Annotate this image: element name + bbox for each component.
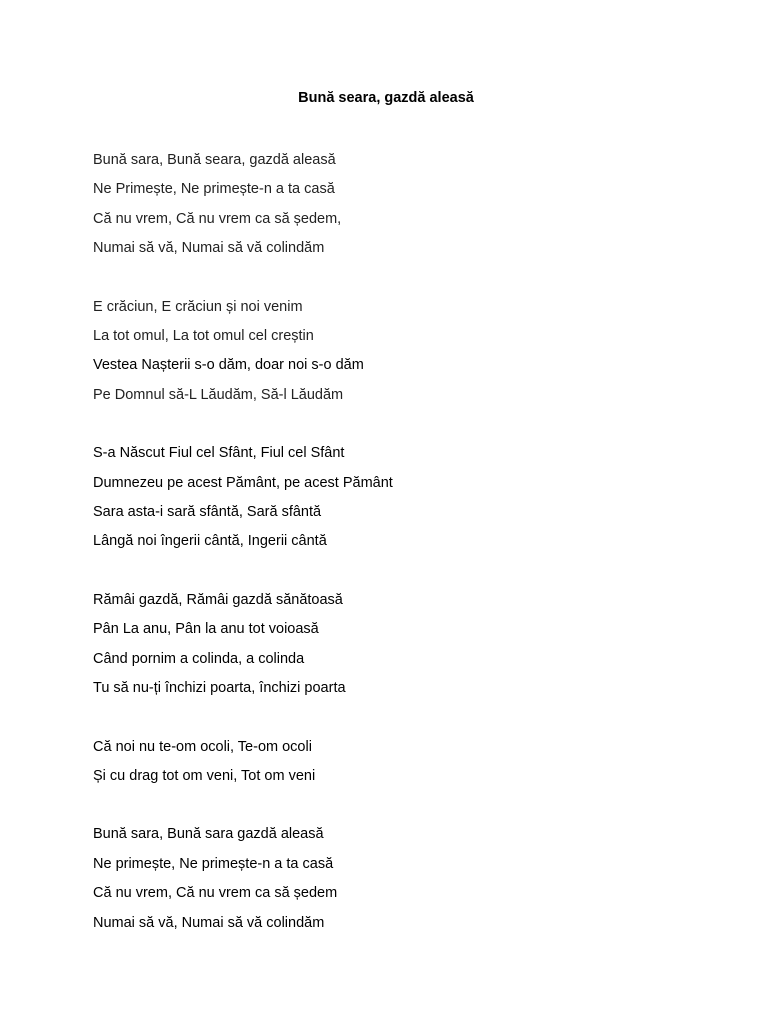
lyric-line: S-a Născut Fiul cel Sfânt, Fiul cel Sfânt (93, 445, 345, 462)
stanza-6 (93, 820, 693, 938)
lyric-line: Dumnezeu pe acest Pământ, pe acest Pământ (93, 474, 393, 491)
lyric-line: Că noi nu te-om ocoli, Te-om ocoli (93, 738, 312, 755)
document-title: Bună seara, gazdă aleasă (298, 90, 474, 106)
lyric-line: Pân La anu, Pân la anu tot voioasă (93, 621, 319, 638)
lyric-line: Tu să nu-ți închizi poarta, închizi poarta (93, 680, 346, 697)
lyric-line: Că nu vrem, Că nu vrem ca să ședem, (93, 210, 342, 227)
lyric-line: Bună sara, Bună sara gazdă aleasă (93, 826, 324, 843)
lyrics-body (93, 146, 693, 967)
stanza-3 (93, 439, 693, 557)
stanza-5 (93, 733, 693, 792)
stanza-2 (93, 293, 693, 411)
lyric-line: La tot omul, La tot omul cel creștin (93, 328, 314, 345)
lyric-line: Ne primește, Ne primește-n a ta casă (93, 855, 334, 872)
lyric-line: Vestea Nașterii s-o dăm, doar noi s-o dăm (93, 357, 364, 374)
lyric-line: Sara asta-i sară sfântă, Sară sfântă (93, 504, 322, 521)
lyric-line: Lângă noi îngerii cântă, Ingerii cântă (93, 533, 327, 550)
lyric-line: Când pornim a colinda, a colinda (93, 650, 305, 667)
stanza-1 (93, 146, 693, 264)
lyric-line: Bună sara, Bună seara, gazdă aleasă (93, 152, 336, 168)
lyric-line: Că nu vrem, Că nu vrem ca să ședem (93, 885, 338, 902)
lyric-line: Numai să vă, Numai să vă colindăm (93, 914, 325, 931)
stanza-4 (93, 586, 693, 704)
lyric-line: E crăciun, E crăciun și noi venim (93, 298, 303, 315)
lyric-line: Ne Primește, Ne primește-n a ta casă (93, 181, 335, 198)
lyric-line: Și cu drag tot om veni, Tot om veni (93, 767, 316, 784)
lyric-line: Pe Domnul să-L Lăudăm, Să-l Lăudăm (93, 386, 344, 403)
lyric-line: Numai să vă, Numai să vă colindăm (93, 240, 325, 257)
lyric-line: Rămâi gazdă, Rămâi gazdă sănătoasă (93, 591, 343, 608)
